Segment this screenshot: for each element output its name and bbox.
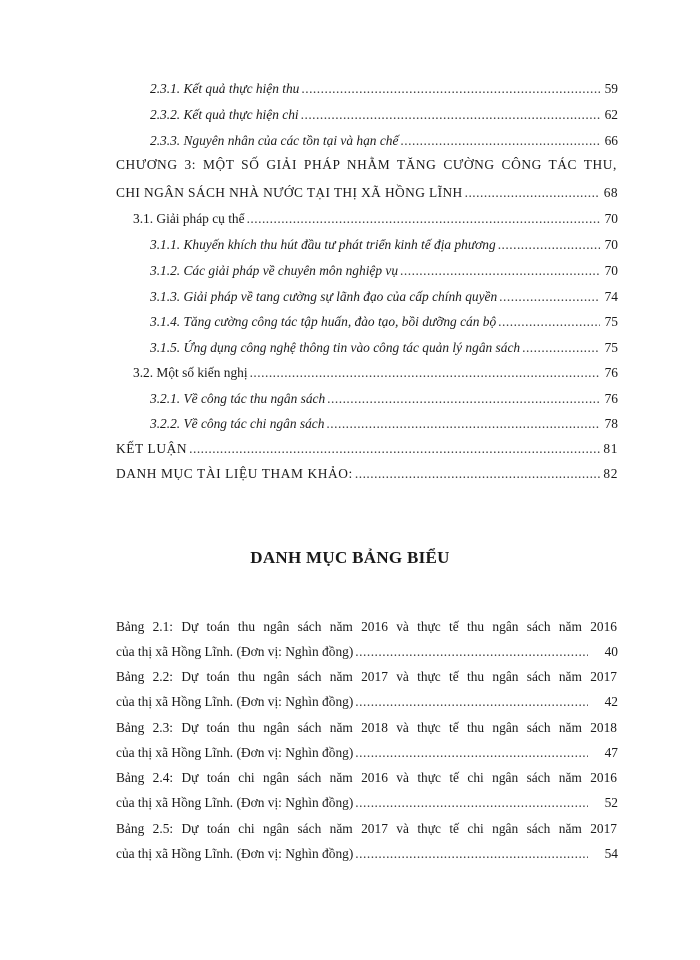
toc-entry-page: 74 xyxy=(604,289,618,304)
table-item-page: 52 xyxy=(604,795,618,810)
table-item-2-1-line2[interactable] xyxy=(116,643,618,661)
toc-entry-label: 3.2.2. Về công tác chi ngân sách xyxy=(150,416,325,431)
table-item-2-3-line2[interactable] xyxy=(116,744,618,762)
table-item-label: của thị xã Hồng Lĩnh. (Đơn vị: Nghìn đồng) xyxy=(116,745,354,760)
table-list-title: DANH MỤC BẢNG BIỂU xyxy=(250,548,450,567)
table-item-2-3-line1[interactable]: Bảng 2.3: Dự toán thu ngân sách năm 2018 và thực tế thu ngân sách năm 2018 xyxy=(116,720,617,735)
dot-leader xyxy=(247,210,600,228)
toc-entry-3-1-5[interactable] xyxy=(150,339,618,357)
toc-entry-label: 3.1.3. Giải pháp về tang cường sự lãnh đạo của cấp chính quyền xyxy=(150,289,498,304)
toc-entry-label: 3.1.1. Khuyến khích thu hút đầu tư phát triển kinh tế địa phương xyxy=(150,237,496,252)
table-item-2-4-line2[interactable] xyxy=(116,794,618,812)
dot-leader xyxy=(400,262,600,280)
dot-leader xyxy=(301,80,600,98)
table-item-2-5-line1[interactable]: Bảng 2.5: Dự toán chi ngân sách năm 2017 và thực tế chi ngân sách năm 2017 xyxy=(116,821,617,836)
dot-leader xyxy=(355,693,588,711)
toc-entry-page: 82 xyxy=(603,466,618,481)
toc-entry-label: 2.3.3. Nguyên nhân của các tồn tại và hạn chế xyxy=(150,133,399,148)
toc-entry-page: 70 xyxy=(604,211,618,226)
table-item-label: của thị xã Hồng Lĩnh. (Đơn vị: Nghìn đồng) xyxy=(116,644,354,659)
table-item-page: 47 xyxy=(604,745,618,760)
toc-entry-page: 76 xyxy=(604,365,618,380)
toc-entry-label: 3.1.2. Các giải pháp về chuyên môn nghiệp vụ xyxy=(150,263,399,278)
toc-entry-3-1-1[interactable] xyxy=(150,236,618,254)
toc-entry-3-1-3[interactable] xyxy=(150,288,618,306)
dot-leader xyxy=(498,313,600,331)
toc-entry-page: 59 xyxy=(604,81,618,96)
toc-entry-label: 3.2.1. Về công tác thu ngân sách xyxy=(150,391,326,406)
toc-entry-page: 81 xyxy=(603,441,618,456)
table-item-2-1-line1[interactable]: Bảng 2.1: Dự toán thu ngân sách năm 2016 và thực tế thu ngân sách năm 2016 xyxy=(116,619,617,634)
table-item-page: 40 xyxy=(604,644,618,659)
toc-chapter-3-line2[interactable] xyxy=(116,184,618,202)
toc-conclusion[interactable] xyxy=(116,440,618,458)
dot-leader xyxy=(355,465,600,483)
toc-references[interactable] xyxy=(116,465,618,483)
toc-entry-label: CHI NGÂN SÁCH NHÀ NƯỚC TẠI THỊ XÃ HỒNG LĨNH xyxy=(116,185,463,200)
dot-leader xyxy=(326,415,600,433)
toc-entry-label: 2.3.1. Kết quả thực hiện thu xyxy=(150,81,300,96)
toc-entry-2-3-1[interactable] xyxy=(150,80,618,98)
table-item-page: 42 xyxy=(604,694,618,709)
dot-leader xyxy=(498,236,600,254)
toc-entry-label: 3.1.4. Tăng cường công tác tập huấn, đào tạo, bồi dưỡng cán bộ xyxy=(150,314,497,329)
table-item-label: của thị xã Hồng Lĩnh. (Đơn vị: Nghìn đồng) xyxy=(116,694,354,709)
toc-entry-page: 78 xyxy=(604,416,618,431)
toc-entry-page: 62 xyxy=(604,107,618,122)
toc-entry-3-1-4[interactable] xyxy=(150,313,618,331)
toc-entry-label: 3.2. Một số kiến nghị xyxy=(133,365,248,380)
dot-leader xyxy=(301,106,600,124)
dot-leader xyxy=(355,845,588,863)
table-item-label: của thị xã Hồng Lĩnh. (Đơn vị: Nghìn đồng) xyxy=(116,795,354,810)
toc-entry-page: 75 xyxy=(604,340,618,355)
dot-leader xyxy=(189,440,600,458)
toc-entry-label: 3.1. Giải pháp cụ thể xyxy=(133,211,245,226)
toc-entry-page: 66 xyxy=(604,133,618,148)
table-item-2-2-line2[interactable] xyxy=(116,693,618,711)
toc-entry-2-3-3[interactable] xyxy=(150,132,618,150)
dot-leader xyxy=(355,794,588,812)
dot-leader xyxy=(327,390,600,408)
table-item-2-5-line2[interactable] xyxy=(116,845,618,863)
toc-entry-label: 2.3.2. Kết quả thực hiện chi xyxy=(150,107,299,122)
toc-entry-3-2-1[interactable] xyxy=(150,390,618,408)
toc-entry-page: 75 xyxy=(604,314,618,329)
table-item-2-2-line1[interactable]: Bảng 2.2: Dự toán thu ngân sách năm 2017 và thực tế thu ngân sách năm 2017 xyxy=(116,669,617,684)
dot-leader xyxy=(400,132,600,150)
toc-entry-3-1-2[interactable] xyxy=(150,262,618,280)
toc-entry-page: 70 xyxy=(604,263,618,278)
dot-leader xyxy=(250,364,600,382)
toc-entry-page: 70 xyxy=(604,237,618,252)
table-item-page: 54 xyxy=(604,846,618,861)
toc-entry-3-2-2[interactable] xyxy=(150,415,618,433)
table-item-label: của thị xã Hồng Lĩnh. (Đơn vị: Nghìn đồng) xyxy=(116,846,354,861)
toc-section-3-1[interactable] xyxy=(133,210,618,228)
dot-leader xyxy=(355,744,588,762)
toc-entry-label: 3.1.5. Ứng dụng công nghệ thông tin vào công tác quản lý ngân sách xyxy=(150,340,521,355)
dot-leader xyxy=(465,184,600,202)
toc-chapter-3-line1[interactable]: CHƯƠNG 3: MỘT SỐ GIẢI PHÁP NHẰM TĂNG CƯỜNG CÔNG TÁC THU, xyxy=(116,157,617,172)
dot-leader xyxy=(499,288,600,306)
toc-entry-page: 76 xyxy=(604,391,618,406)
dot-leader xyxy=(355,643,588,661)
toc-entry-label: KẾT LUẬN xyxy=(116,441,188,456)
toc-entry-2-3-2[interactable] xyxy=(150,106,618,124)
table-item-2-4-line1[interactable]: Bảng 2.4: Dự toán chi ngân sách năm 2016 và thực tế chi ngân sách năm 2016 xyxy=(116,770,617,785)
dot-leader xyxy=(522,339,600,357)
toc-section-3-2[interactable] xyxy=(133,364,618,382)
toc-entry-label: DANH MỤC TÀI LIỆU THAM KHẢO: xyxy=(116,466,353,481)
toc-entry-page: 68 xyxy=(603,185,618,200)
